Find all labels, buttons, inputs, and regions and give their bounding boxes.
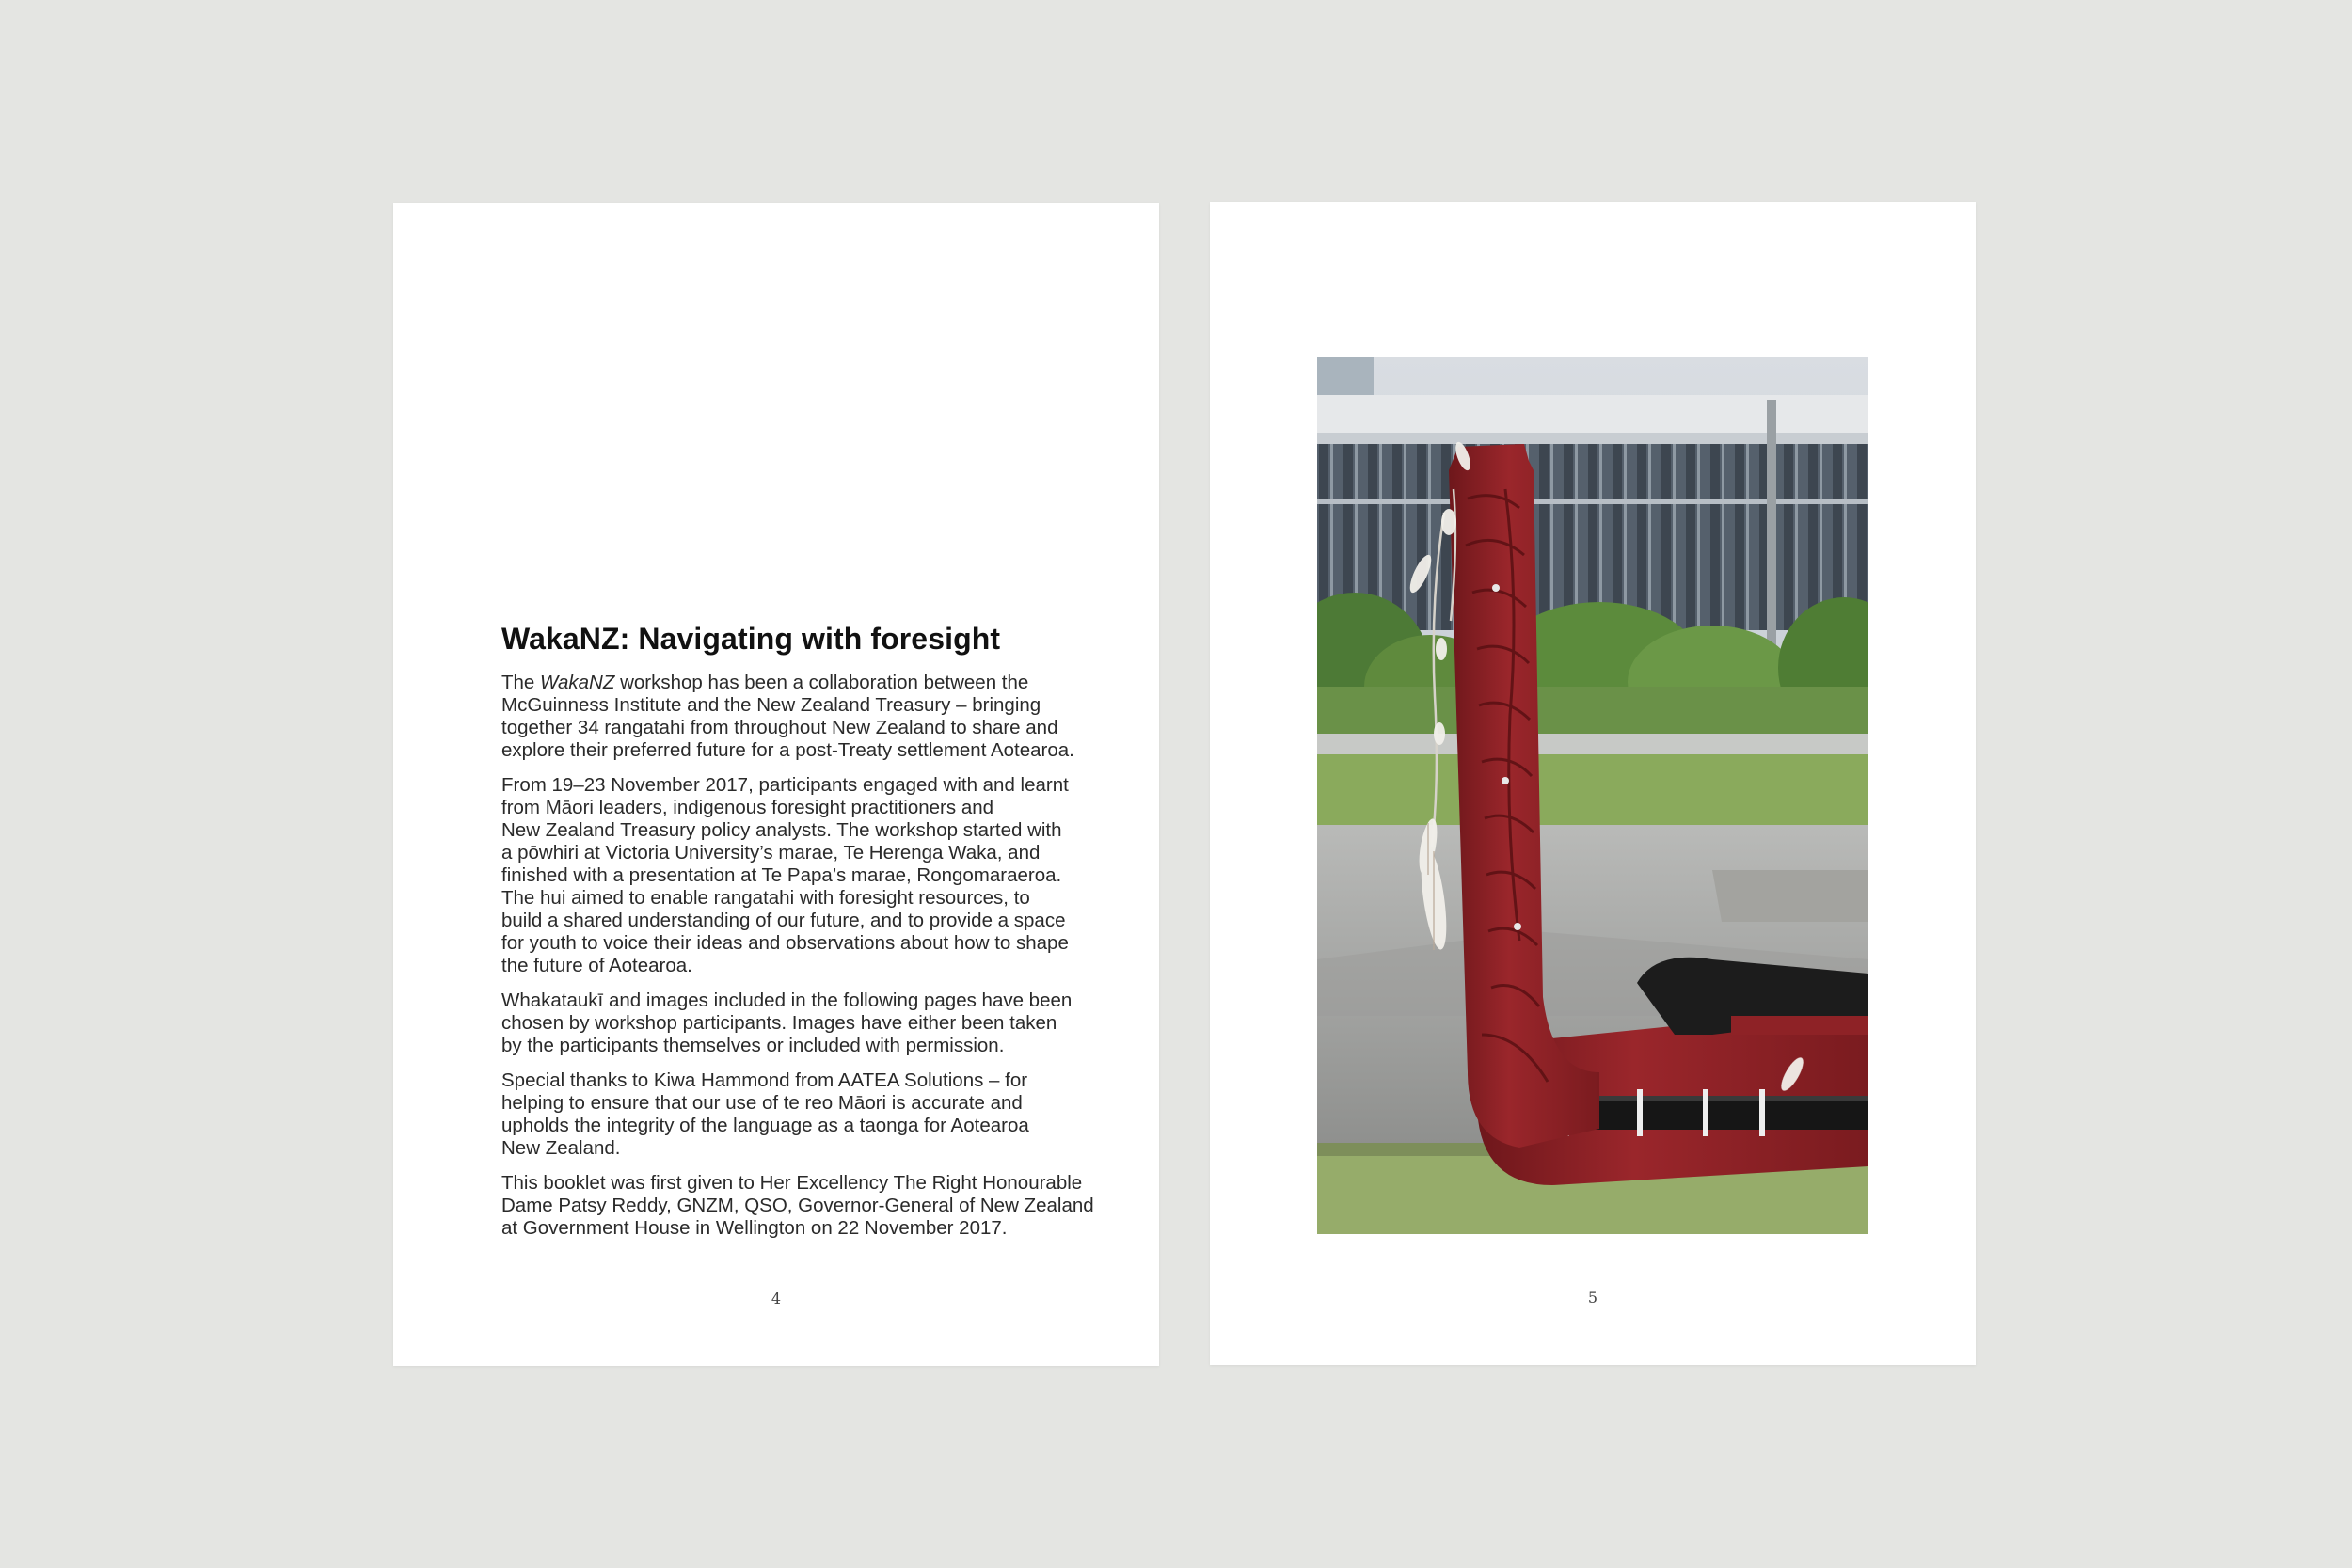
text-line: the future of Aotearoa. — [501, 955, 692, 976]
text-line: together 34 rangatahi from throughout New Zealand to share and — [501, 717, 1058, 738]
text-line: a pōwhiri at Victoria University’s marae, Te Herenga Waka, and — [501, 842, 1041, 863]
text-line: The WakaNZ workshop has been a collaboration between the — [501, 672, 1029, 693]
carved-waka-prow-photo — [1317, 357, 1868, 1234]
article-text-block — [501, 622, 1104, 1252]
body-paragraph — [501, 774, 1104, 977]
text-line: finished with a presentation at Te Papa’s marae, Rongomaraeroa. — [501, 864, 1062, 886]
text-line: Whakataukī and images included in the following pages have been — [501, 990, 1073, 1011]
text-line: for youth to voice their ideas and observations about how to shape — [501, 932, 1069, 954]
text-line: by the participants themselves or included with permission. — [501, 1035, 1005, 1056]
text-line: from Māori leaders, indigenous foresight practitioners and — [501, 797, 994, 818]
text-line: build a shared understanding of our future, and to provide a space — [501, 910, 1066, 931]
text-line: New Zealand. — [501, 1137, 621, 1159]
body-paragraph — [501, 672, 1104, 762]
article-heading: WakaNZ: Navigating with foresight — [501, 622, 1001, 656]
text-line: chosen by workshop participants. Images have either been taken — [501, 1012, 1057, 1034]
body-paragraph — [501, 990, 1104, 1057]
text-line: From 19–23 November 2017, participants engaged with and learnt — [501, 774, 1069, 796]
text-line: McGuinness Institute and the New Zealand Treasury – bringing — [501, 694, 1041, 716]
text-line: explore their preferred future for a post-Treaty settlement Aotearoa. — [501, 739, 1074, 761]
body-paragraph — [501, 1069, 1104, 1160]
page-number-right: 5 — [1587, 1289, 1598, 1307]
article-body — [501, 672, 1104, 1240]
text-line: New Zealand Treasury policy analysts. The workshop started with — [501, 819, 1062, 841]
right-page — [1210, 202, 1976, 1365]
page-number-left: 4 — [771, 1290, 782, 1307]
emphasis-text: WakaNZ — [540, 672, 615, 693]
body-paragraph — [501, 1172, 1104, 1240]
left-page — [393, 203, 1159, 1366]
text-line: Special thanks to Kiwa Hammond from AATEA Solutions – for — [501, 1069, 1028, 1091]
text-line: helping to ensure that our use of te reo Māori is accurate and — [501, 1092, 1023, 1114]
text-line: Dame Patsy Reddy, GNZM, QSO, Governor-General of New Zealand — [501, 1195, 1094, 1216]
text-line: This booklet was first given to Her Excellency The Right Honourable — [501, 1172, 1083, 1194]
text-line: The hui aimed to enable rangatahi with foresight resources, to — [501, 887, 1030, 909]
text-line: at Government House in Wellington on 22 November 2017. — [501, 1217, 1008, 1239]
text-line: upholds the integrity of the language as a taonga for Aotearoa — [501, 1115, 1029, 1136]
